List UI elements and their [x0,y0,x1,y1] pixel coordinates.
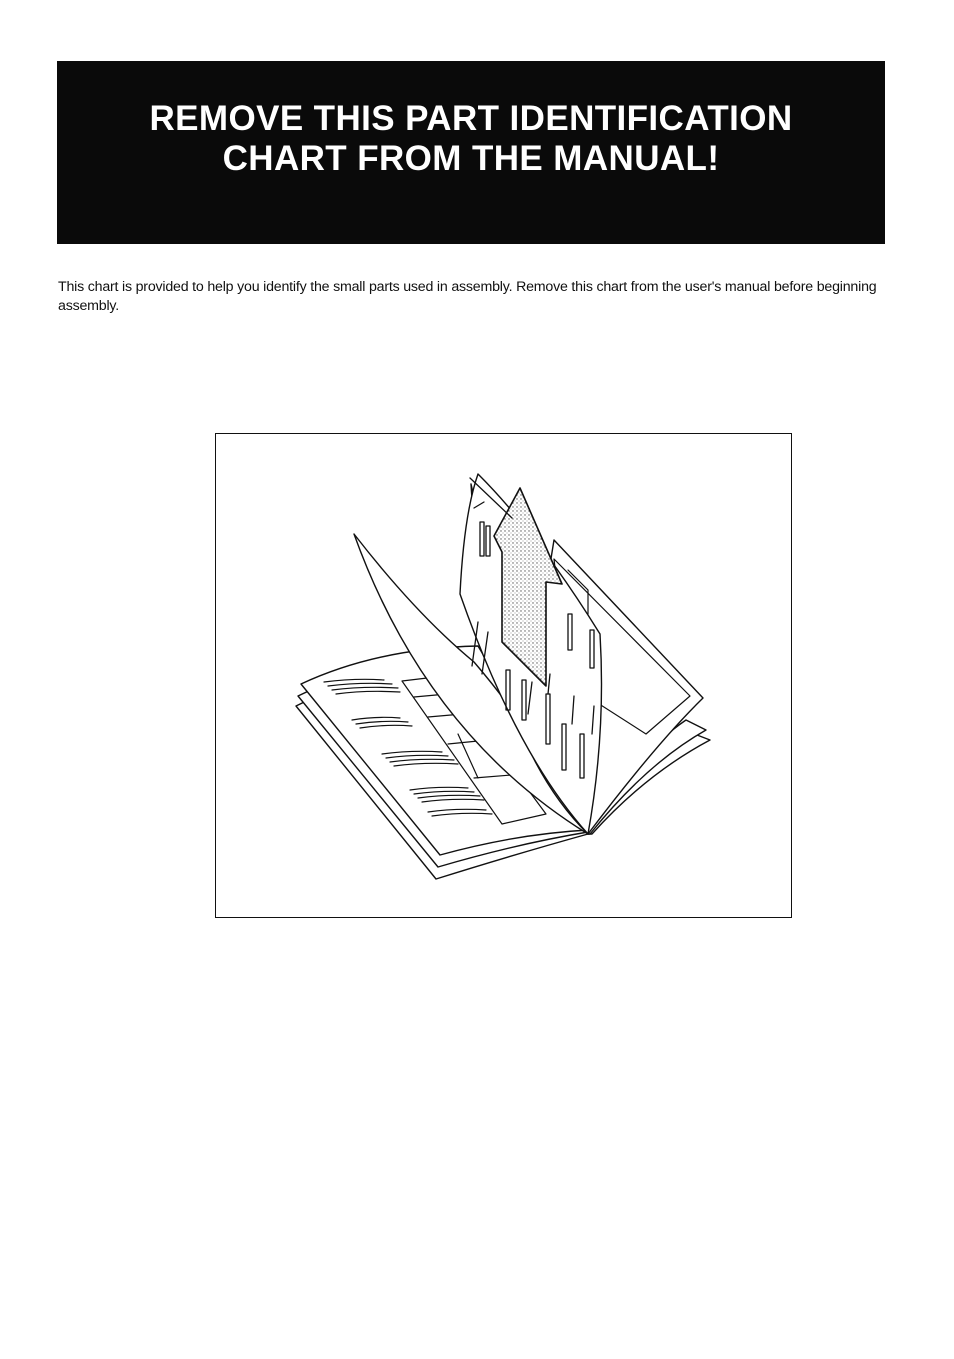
intro-paragraph: This chart is provided to help you identify the small parts used in assembly. Remove this chart from the user's manual before beginning assembly. [58,279,877,314]
illustration-frame [215,433,792,918]
warning-banner [57,61,885,244]
banner-title-line-1: REMOVE THIS PART IDENTIFICATION [149,98,793,138]
banner-title-line-2: CHART FROM THE MANUAL! [222,138,720,178]
open-manual-illustration-icon [216,434,793,919]
